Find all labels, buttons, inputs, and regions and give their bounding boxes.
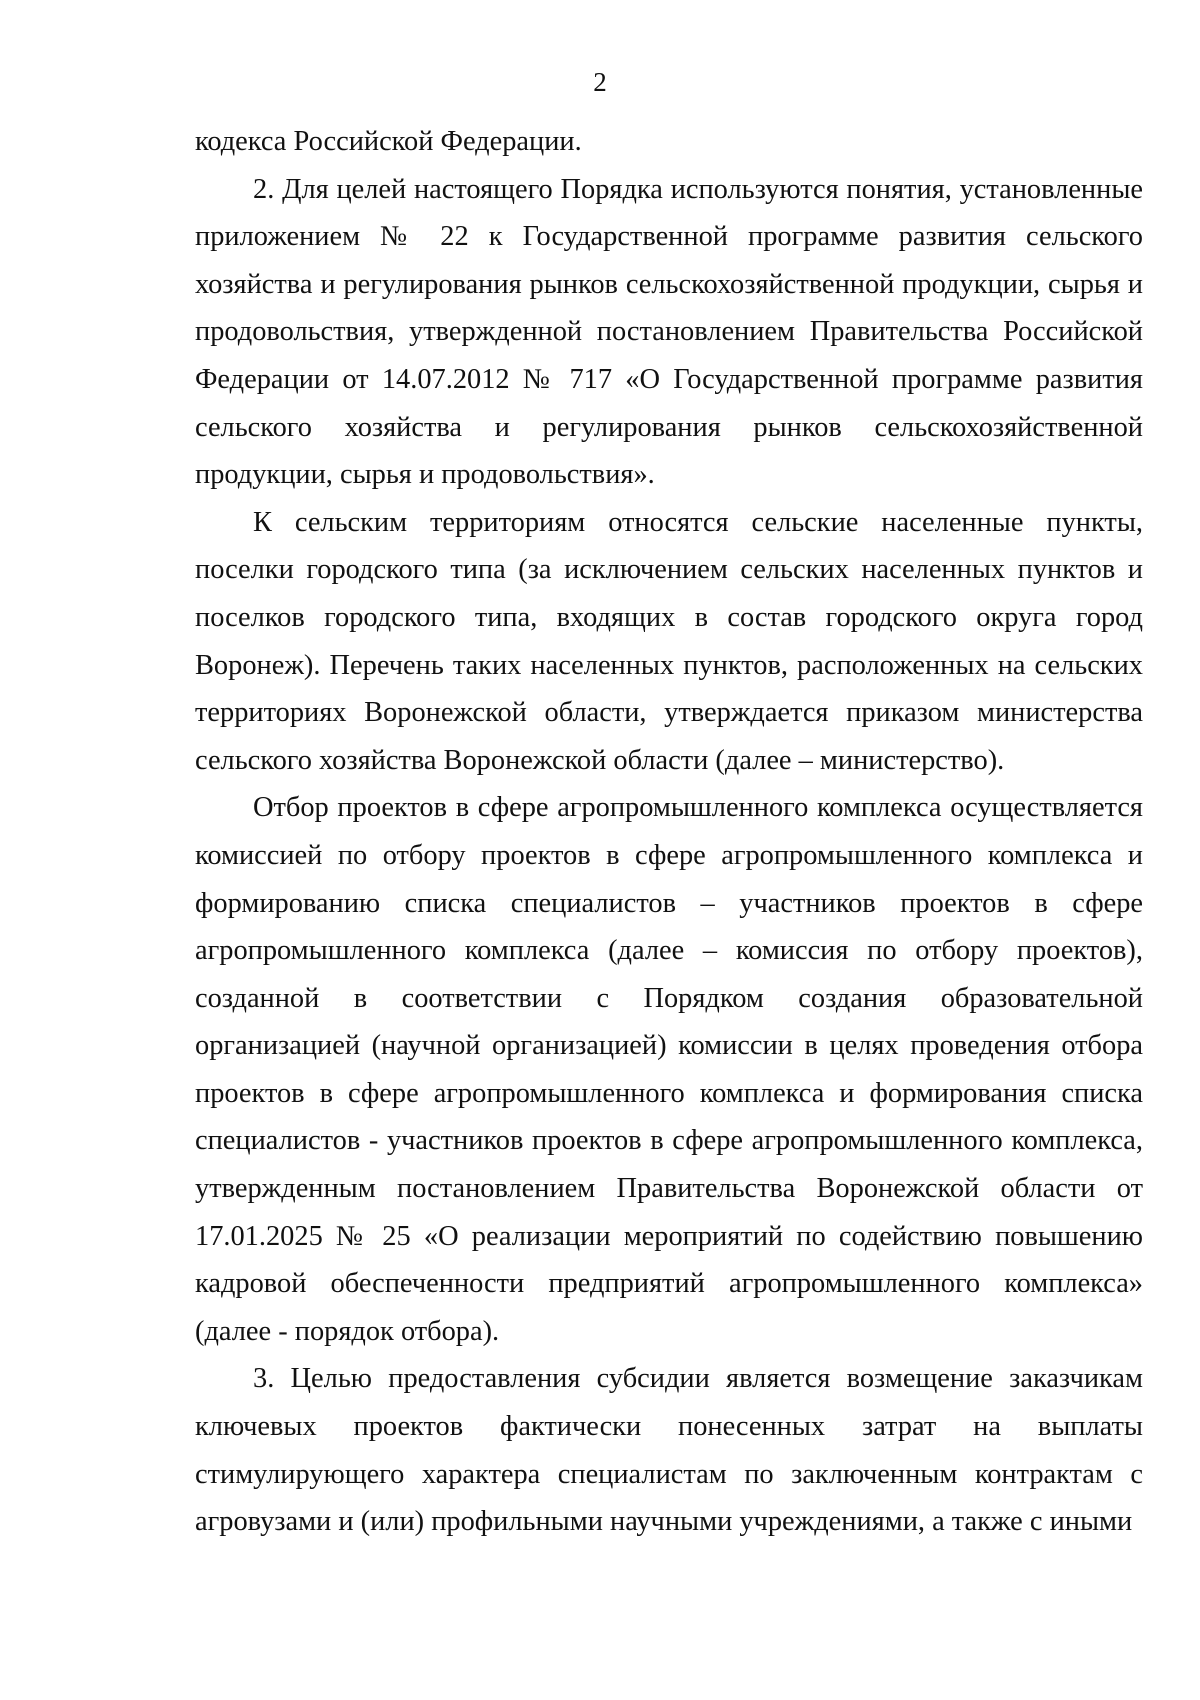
paragraph-item-3-subsidy-purpose: 3. Целью предоставления субсидии является возмещение заказчикам ключевых проектов фактически понесенных затрат на выплаты стимулирующего характера специалистам по заключенным контрактам с агровузами и (или) профильными научными учреждениями, а также с иными [195,1363,1143,1538]
document-body [195,118,1143,1546]
page-number: 2 [593,67,607,97]
paragraph-continuation: кодекса Российской Федерации. [195,126,582,157]
paragraph-rural-territories: К сельским территориям относятся сельские населенные пункты, поселки городского типа (за исключением сельских населенных пунктов и поселков городского типа, входящих в состав городского округа город Воронеж). Перечень таких населенных пунктов, расположенных на сельских территориях Воронежской области, утверждается приказом министерства сельского хозяйства Воронежской области (далее – министерство). [195,506,1143,776]
paragraph-item-2-definitions: 2. Для целей настоящего Порядка используются понятия, установленные приложением № 22 к Государственной программе развития сельского хозяйства и регулирования рынков сельскохозяйственной продукции, сырья и продовольствия, утвержденной постановлением Правительства Российской Федерации от 14.07.2012 № 717 «О Государственной программе развития сельского хозяйства и регулирования рынков сельскохозяйственной продукции, сырья и продовольствия». [195,173,1143,491]
paragraph-project-selection: Отбор проектов в сфере агропромышленного комплекса осуществляется комиссией по отбору проектов в сфере агропромышленного комплекса и формированию списка специалистов – участников проектов в сфере агропромышленного комплекса (далее – комиссия по отбору проектов), созданной в соответствии с Порядком создания образовательной организацией (научной организацией) комиссии в целях проведения отбора проектов в сфере агропромышленного комплекса и формирования списка специалистов - участников проектов в сфере агропромышленного комплекса, утвержденным постановлением Правительства Воронежской области от 17.01.2025 № 25 «О реализации мероприятий по содействию повышению кадровой обеспеченности предприятий агропромышленного комплекса» (далее - порядок отбора). [195,792,1143,1347]
